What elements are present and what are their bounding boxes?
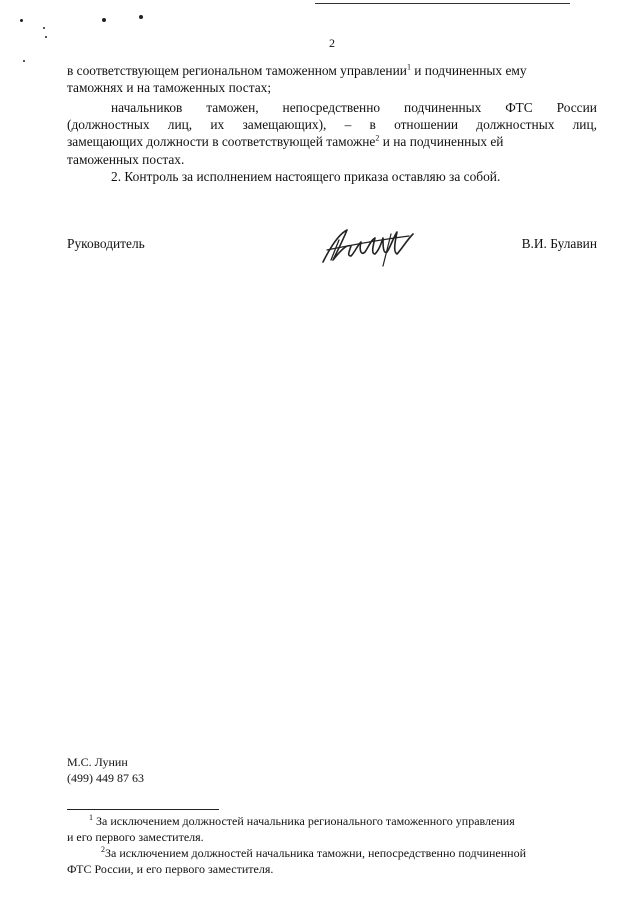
- word: лиц,: [167, 117, 193, 133]
- word: (должностных: [67, 117, 150, 133]
- paragraph-control: [67, 168, 597, 185]
- signer-name: В.И. Булавин: [521, 236, 597, 251]
- text-line: таможнях и на таможенных постах;: [67, 80, 272, 96]
- footnote-mark: 1: [89, 813, 93, 822]
- text-line: таможенных постах.: [67, 151, 185, 167]
- word: должностных: [476, 117, 555, 133]
- executor-name: М.С. Лунин: [67, 755, 128, 769]
- footnote-1: $^1$ За исключением должностей начальника регионального таможенного управления: [89, 813, 515, 828]
- signature-block: [67, 236, 597, 266]
- word: их: [210, 117, 225, 133]
- scan-dot: [139, 15, 143, 19]
- word: замещающих),: [242, 117, 327, 133]
- word: –: [344, 117, 352, 133]
- text-line: [67, 116, 597, 133]
- scan-dot: [43, 27, 45, 29]
- text-line: замещающих должности в соответствующей таможне$^2$ и на подчиненных ей: [67, 133, 504, 150]
- footnote-1-continuation: и его первого заместителя.: [67, 830, 204, 844]
- paragraph-customs-heads: [67, 99, 597, 168]
- paragraph-regional-office: [67, 62, 597, 96]
- executor-phone: (499) 449 87 63: [67, 771, 144, 785]
- scan-dot: [23, 60, 25, 62]
- footnote-ref: 2: [375, 133, 380, 143]
- footnote-ref: 1: [406, 62, 411, 72]
- text-line: в соответствующем региональном таможенном управлении$^1$ и подчиненных ему: [67, 62, 527, 78]
- text-line: 2. Контроль за исполнением настоящего приказа оставляю за собой.: [111, 169, 501, 184]
- word: таможен,: [206, 100, 259, 115]
- word: лиц,: [572, 117, 597, 133]
- word: России: [556, 100, 597, 115]
- footnote-2-continuation: ФТС России, и его первого заместителя.: [67, 862, 274, 876]
- scan-dot: [102, 18, 106, 22]
- signer-role: Руководитель: [67, 236, 145, 251]
- handwritten-signature: [317, 226, 417, 268]
- footnote-separator: [67, 809, 219, 810]
- footnote-mark: 2: [101, 845, 105, 854]
- scan-edge-line: [315, 3, 570, 4]
- executor-contact: [67, 754, 144, 786]
- text-line: [67, 99, 597, 116]
- word: отношении: [394, 117, 459, 133]
- word: непосредственно: [282, 100, 381, 115]
- footnotes: [67, 813, 597, 877]
- footnote-2: $^2$За исключением должностей начальника таможни, непосредственно подчиненной: [101, 845, 527, 860]
- word: подчиненных: [404, 100, 482, 115]
- word: начальников: [111, 100, 183, 115]
- word: в: [369, 117, 376, 133]
- scan-dot: [20, 19, 23, 22]
- page-number: 2: [329, 36, 335, 50]
- word: ФТС: [505, 100, 533, 115]
